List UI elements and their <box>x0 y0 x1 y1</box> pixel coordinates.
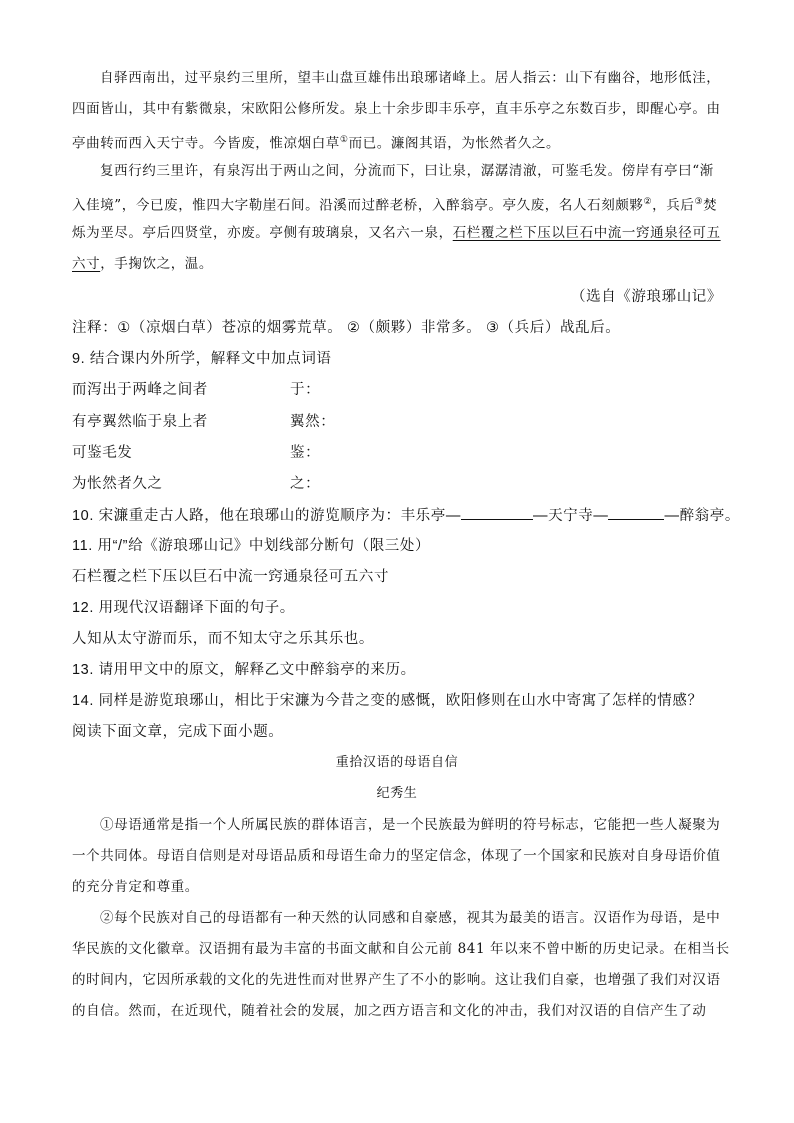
answer-blank[interactable] <box>461 505 533 520</box>
passage-line: 六寸，手掬饮之，温。 <box>72 256 214 272</box>
question-13: 13. 请用甲文中的原文，解释乙文中醉翁亭的来历。 <box>72 662 416 678</box>
question-10: 10. 宋濂重走古人路，他在琅琊山的游览顺序为：丰乐亭— —天宁寺— —醉翁亭。 <box>72 505 722 526</box>
article-line: 一个共同体。母语自信则是对母语品质和母语生命力的坚定信念，体现了一个国家和民族对自身母语价值 <box>72 848 721 864</box>
passage-line: 自驿西南出，过平泉约三里所，望丰山盘亘雄伟出琅琊诸峰上。居人指云：山下有幽谷，地形低洼， <box>100 70 721 86</box>
question-12-prompt: 12. 用现代汉语翻译下面的句子。 <box>72 600 295 616</box>
passage-line: 入佳境”，今已废，惟四大字勒崖石间。沿溪而过醉老桥，入醉翁亭。亭久废，名人石刻颇夥②，兵后③焚 <box>72 197 718 214</box>
answer-blank[interactable] <box>608 505 664 520</box>
q9-item: 有亭翼然临于泉上者 翼然： <box>72 414 336 430</box>
article-author: 纪秀生 <box>376 786 418 801</box>
underlined-text: 石栏覆之栏下压以巨石中流一窍通泉径可五 <box>452 225 721 241</box>
article-line: 的时间内，它因所承载的文化的先进性而对世界产生了不小的影响。这让我们自豪，也增强了我们对汉语 <box>72 972 721 988</box>
notes: 注释：①（凉烟白草）苍凉的烟雾荒草。 ②（颇夥）非常多。 ③（兵后）战乱后。 <box>72 320 621 336</box>
question-9-prompt: 9. 结合课内外所学，解释文中加点词语 <box>72 351 332 367</box>
article-line: ②每个民族对自己的母语都有一种天然的认同感和自豪感，视其为最美的语言。汉语作为母语，是中 <box>100 910 721 926</box>
passage-line: 亭曲转而西入天宁寺。今皆废，惟凉烟白草①而已。濂阁其语，为怅然者久之。 <box>72 135 561 152</box>
q9-item: 可鉴毛发 鉴： <box>72 445 321 461</box>
article-line: 的充分肯定和尊重。 <box>72 879 199 895</box>
note-marker: ② <box>643 197 653 207</box>
passage-line: 复西行约三里许，有泉泻出于两山之间，分流而下，曰让泉，潺潺清澈，可鉴毛发。傍岸有亭曰“渐 <box>100 163 714 179</box>
underlined-text: 六寸 <box>72 256 101 272</box>
passage-line: 烁为垩尽。亭后四贤堂，亦废。亭侧有玻璃泉，又名六一泉，石栏覆之栏下压以巨石中流一窍通泉径可五 <box>72 225 721 241</box>
q9-item: 而泻出于两峰之间者 于： <box>72 382 321 398</box>
question-12-sentence: 人知从太守游而乐，而不知太守之乐其乐也。 <box>72 631 374 647</box>
reading-instruction: 阅读下面文章，完成下面小题。 <box>72 724 284 740</box>
q9-item: 为怅然者久之 之： <box>72 476 321 492</box>
article-title: 重拾汉语的母语自信 <box>335 755 459 770</box>
note-marker: ③ <box>694 197 704 207</box>
passage-source: （选自《游琅琊山记》 <box>571 289 722 305</box>
note-marker: ① <box>339 135 349 145</box>
question-11-sentence: 石栏覆之栏下压以巨石中流一窍通泉径可五六寸 <box>72 569 390 585</box>
article-line: 的自信。然而，在近现代，随着社会的发展，加之西方语言和文化的冲击，我们对汉语的自信产生了动 <box>72 1003 707 1019</box>
article-line: 华民族的文化徽章。汉语拥有最为丰富的书面文献和自公元前 841 年以来不曾中断的历史记录。在相当长 <box>72 941 730 957</box>
question-11-prompt: 11. 用“/”给《游琅琊山记》中划线部分断句（限三处） <box>72 538 431 554</box>
passage-line: 四面皆山，其中有紫微泉，宋欧阳公修所发。泉上十余步即丰乐亭，直丰乐亭之东数百步，即醒心亭。由 <box>72 101 721 117</box>
question-14: 14. 同样是游览琅琊山，相比于宋濂为今昔之变的感慨，欧阳修则在山水中寄寓了怎样的情感？ <box>72 693 703 709</box>
article-line: ①母语通常是指一个人所属民族的群体语言，是一个民族最为鲜明的符号标志，它能把一些人凝聚为 <box>100 817 721 833</box>
